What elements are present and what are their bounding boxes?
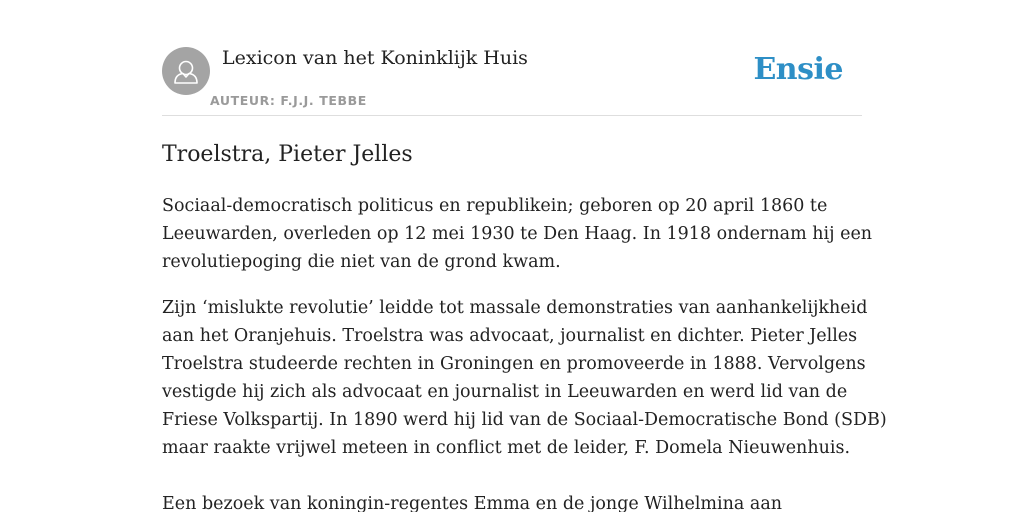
- entry-body: [162, 192, 887, 512]
- paragraph-line: Zijn ‘mislukte revolutie’ leidde tot massale demonstraties van aanhankelijkheid: [162, 298, 868, 318]
- book-title[interactable]: Lexicon van het Koninklijk Huis: [222, 47, 528, 69]
- paragraph: [162, 490, 862, 512]
- paragraph-line: Friese Volkspartij. In 1890 werd hij lid van de Sociaal-Democratische Bond (SDB): [162, 410, 887, 430]
- article-page: [162, 0, 887, 512]
- paragraph-line: Leeuwarden, overleden op 12 mei 1930 te Den Haag. In 1918 ondernam hij een: [162, 224, 873, 244]
- ensie-logo[interactable]: Ensie: [753, 52, 843, 87]
- paragraph: [162, 192, 873, 276]
- paragraph-line: Troelstra studeerde rechten in Groningen en promoveerde in 1888. Vervolgens: [162, 354, 866, 374]
- paragraph-line: aan het Oranjehuis. Troelstra was advocaat, journalist en dichter. Pieter Jelles: [162, 326, 858, 346]
- paragraph-line: maar raakte vrijwel meteen in conflict met de leider, F. Domela Nieuwenhuis.: [162, 438, 851, 458]
- author-label[interactable]: AUTEUR: F.J.J. TEBBE: [210, 93, 367, 108]
- paragraph: [162, 294, 887, 462]
- user-avatar-icon: [162, 47, 210, 95]
- paragraph-line: vestigde hij zich als advocaat en journalist in Leeuwarden en werd lid van de: [162, 382, 848, 402]
- paragraph-line: revolutiepoging die niet van de grond kwam.: [162, 252, 561, 272]
- article-header: [162, 0, 862, 116]
- paragraph-line: Sociaal-democratisch politicus en republikein; geboren op 20 april 1860 te: [162, 196, 828, 216]
- paragraph-line: Een bezoek van koningin-regentes Emma en de jonge Wilhelmina aan: [162, 494, 783, 512]
- entry-title: Troelstra, Pieter Jelles: [162, 142, 413, 167]
